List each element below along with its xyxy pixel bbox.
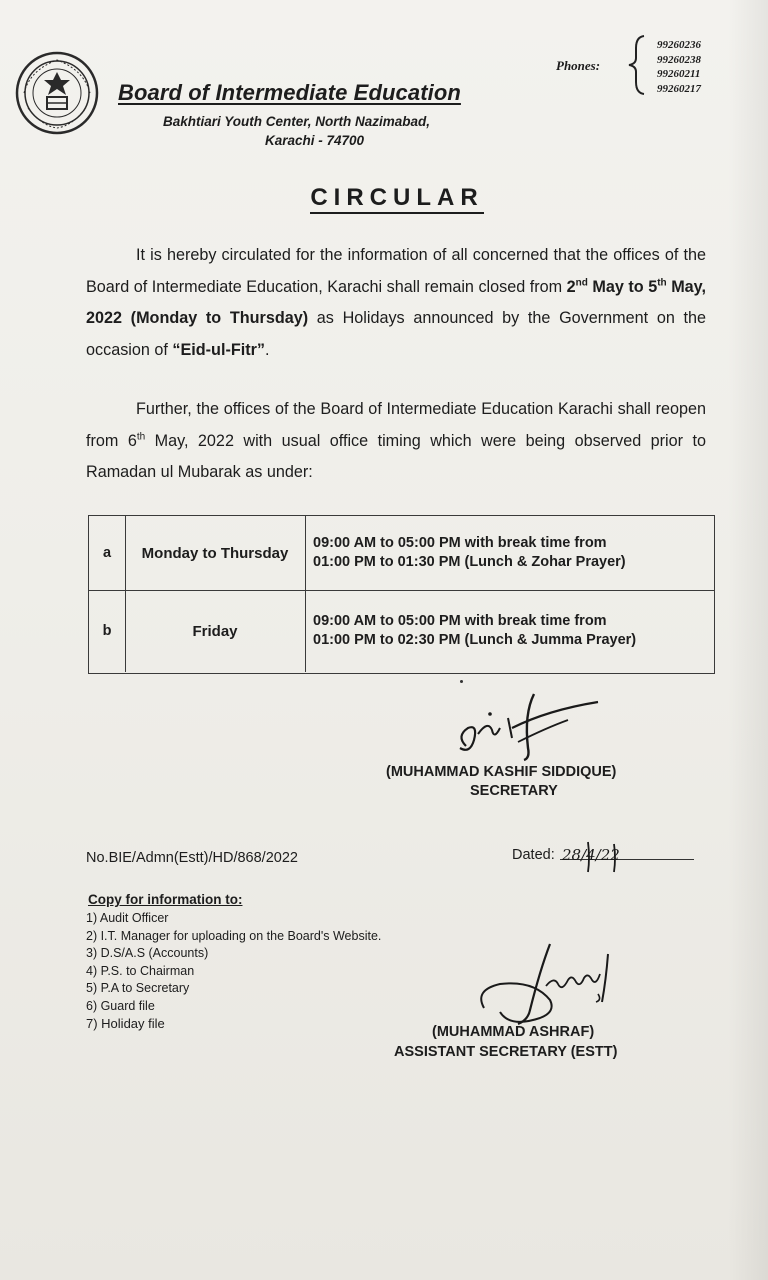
circular-title: CIRCULAR xyxy=(0,184,768,212)
row-days: Friday xyxy=(125,590,306,672)
phone-number: 99260217 xyxy=(657,82,701,95)
svg-text:28/4/22: 28/4/22 xyxy=(562,846,620,864)
paragraph-closure: It is hereby circulated for the information of all concerned that the offices of the Board of Intermediate Education, Karachi shall remain closed from 2nd May to 5th May, 2022 (Monday to Thursday) as Holidays announced by the Government on the occasion of “Eid-ul-Fitr”. xyxy=(86,246,707,359)
row-key: b xyxy=(89,590,126,672)
list-item: 5) P.A to Secretary xyxy=(86,981,190,995)
reference-number: No.BIE/Admn(Estt)/HD/868/2022 xyxy=(86,850,298,866)
table-row xyxy=(89,516,714,591)
list-item: 4) P.S. to Chairman xyxy=(86,963,195,978)
list-item: 1) Audit Officer xyxy=(86,911,169,925)
ink-dot xyxy=(460,680,463,683)
row-key: a xyxy=(89,516,126,590)
copy-heading: Copy for information to: xyxy=(88,892,243,907)
handwritten-date xyxy=(562,840,672,874)
phones-label: Phones: xyxy=(556,58,601,73)
row-timing: 09:00 AM to 05:00 PM with break time from 01:00 PM to 02:30 PM (Lunch & Jumma Prayer) xyxy=(313,613,637,648)
table-row xyxy=(89,590,714,672)
assistant-secretary-name: (MUHAMMAD ASHRAF) xyxy=(432,1024,595,1040)
address-line-1: Bakhtiari Youth Center, North Nazimabad, xyxy=(163,114,431,129)
row-days: Monday to Thursday xyxy=(125,516,306,590)
board-seal-logo xyxy=(14,50,100,136)
list-item: 2) I.T. Manager for uploading on the Board's Website. xyxy=(86,928,382,943)
list-item: 7) Holiday file xyxy=(86,1016,165,1031)
phone-number: 99260236 xyxy=(657,39,701,51)
list-item: 6) Guard file xyxy=(86,998,155,1013)
dated-label: Dated: xyxy=(512,847,555,863)
address-line-2: Karachi - 74700 xyxy=(265,133,365,148)
org-name: Board of Intermediate Education xyxy=(118,80,461,105)
secretary-signature xyxy=(448,684,608,768)
secretary-title: SECRETARY xyxy=(470,783,558,799)
brace-icon xyxy=(626,34,648,96)
assistant-secretary-signature xyxy=(470,940,630,1030)
assistant-secretary-title: ASSISTANT SECRETARY (ESTT) xyxy=(394,1044,618,1060)
paragraph-reopen: Further, the offices of the Board of Intermediate Education Karachi shall reopen from 6th May, 2022 with usual office timing which were being observed prior to Ramadan ul Mubarak as under: xyxy=(86,400,706,481)
phone-number: 99260211 xyxy=(657,68,701,80)
list-item: 3) D.S/A.S (Accounts) xyxy=(86,946,209,960)
secretary-name: (MUHAMMAD KASHIF SIDDIQUE) xyxy=(386,764,617,780)
row-timing: 09:00 AM to 05:00 PM with break time from 01:00 PM to 01:30 PM (Lunch & Zohar Prayer) xyxy=(313,535,626,570)
office-timing-table xyxy=(88,515,715,674)
phone-number: 99260238 xyxy=(657,53,701,66)
copy-list xyxy=(86,910,381,1033)
phone-list xyxy=(657,38,701,96)
